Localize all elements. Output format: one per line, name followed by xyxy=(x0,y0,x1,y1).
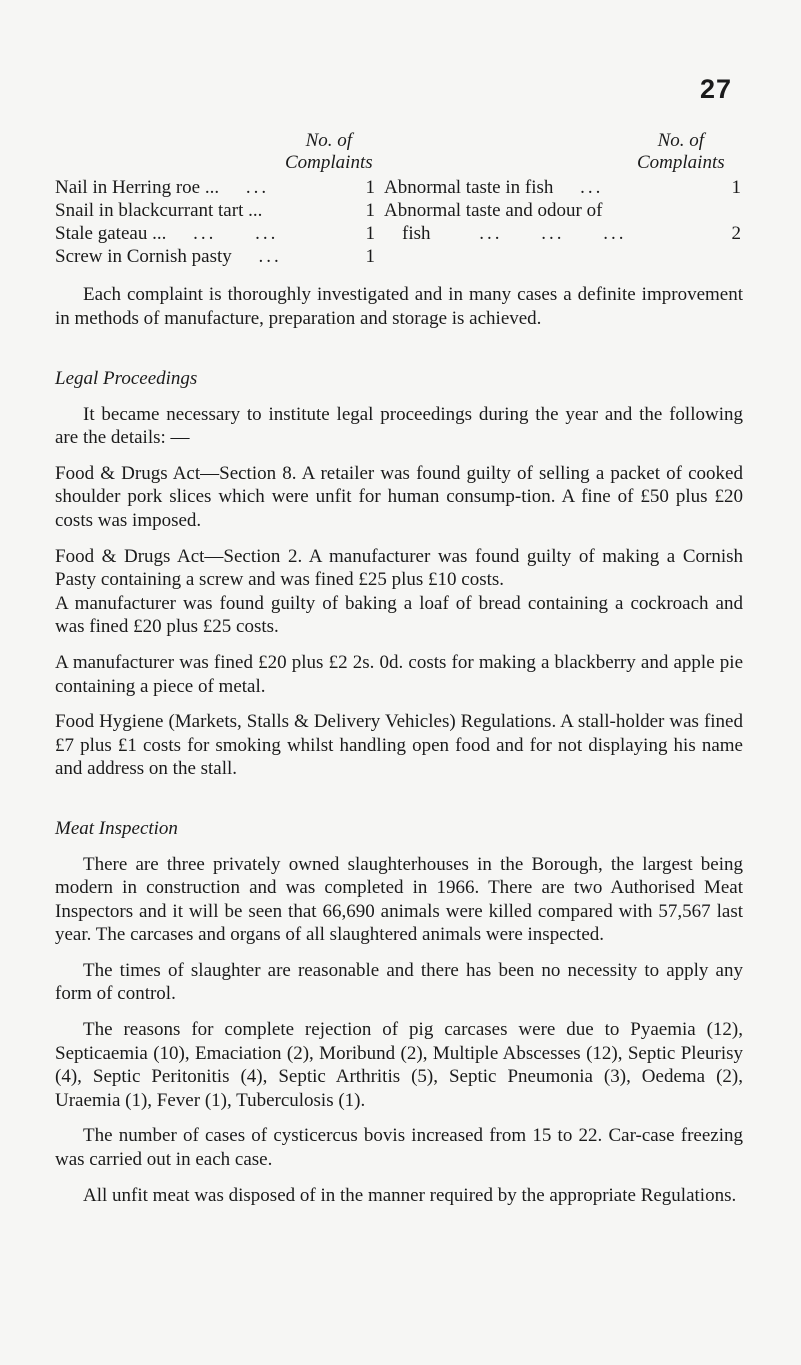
legal-paragraph: Food Hygiene (Markets, Stalls & Delivery Vehicles) Regulations. A stall-holder was fined £7 plus £1 costs for smoking whilst handling open food and for not displaying his name and address on the stall. xyxy=(55,711,743,780)
intro-section xyxy=(55,283,743,330)
meat-inspection-heading: Meat Inspection xyxy=(55,817,178,839)
table-row: Stale gateau ... ... ... xyxy=(55,223,279,244)
legal-proceedings-heading: Legal Proceedings xyxy=(55,368,198,389)
right-header-line-1: No. of xyxy=(657,130,705,151)
legal-paragraph: It became necessary to institute legal proceedings during the year and the following are the details: — xyxy=(55,403,743,449)
table-row: Nail in Herring roe ... ... xyxy=(55,177,270,198)
complaint-count: 2 xyxy=(731,223,741,244)
meat-paragraph: The reasons for complete rejection of pig carcases were due to Pyaemia (12), Septicaemia (10), Emaciation (2), Moribund (2), Multiple Abscesses (12), Septic Pleurisy (4), Septic Peritonitis (4), Septic Arthritis (5), Septic Pneumonia (3), Oedema (2), Uraemia (1), Fever (1), Tuberculosis (1). xyxy=(55,1019,743,1111)
right-header-line-2: Complaints xyxy=(637,152,725,173)
complaint-count: 1 xyxy=(365,223,375,244)
meat-paragraph: All unfit meat was disposed of in the manner required by the appropriate Regulations. xyxy=(83,1184,737,1206)
right-column-header xyxy=(637,130,725,174)
intro-paragraph: Each complaint is thoroughly investigated and in many cases a definite improvement in methods of manufacture, preparation and storage is achieved. xyxy=(55,284,743,329)
table-row: Abnormal taste in fish ... xyxy=(384,177,604,198)
complaint-count: 1 xyxy=(365,246,375,267)
main-content xyxy=(55,367,743,1207)
table-row: Snail in blackcurrant tart ... xyxy=(55,200,263,221)
complaint-count: 1 xyxy=(365,177,375,198)
complaint-count: 1 xyxy=(365,200,375,221)
complaint-count: 1 xyxy=(731,177,741,198)
page-number: 27 xyxy=(700,74,733,104)
table-row: Abnormal taste and odour of xyxy=(384,200,603,221)
legal-paragraph: A manufacturer was found guilty of baking a loaf of bread containing a cockroach and was fined £20 plus £25 costs. xyxy=(55,592,743,638)
table-row: fish ... ... ... xyxy=(402,223,627,244)
legal-paragraph: Food & Drugs Act—Section 2. A manufacturer was found guilty of making a Cornish Pasty containing a screw and was fined £25 plus £10 costs. xyxy=(55,545,743,591)
legal-paragraph: A manufacturer was fined £20 plus £2 2s. 0d. costs for making a blackberry and apple pie containing a piece of metal. xyxy=(55,651,743,697)
table-row: Screw in Cornish pasty ... xyxy=(55,246,282,267)
legal-paragraph: Food & Drugs Act—Section 8. A retailer was found guilty of selling a packet of cooked shoulder pork slices which were unfit for human consump-tion. A fine of £50 plus £20 costs was imposed. xyxy=(55,462,743,531)
left-header-line-1: No. of xyxy=(305,130,353,151)
meat-paragraph: There are three privately owned slaughterhouses in the Borough, the largest being modern in construction and was completed in 1966. There are two Authorised Meat Inspectors and it will be seen that 66,690 animals were killed compared with 57,567 last year. The carcases and organs of all slaughtered animals were inspected. xyxy=(55,853,743,946)
left-column-header xyxy=(285,130,373,174)
meat-paragraph: The times of slaughter are reasonable and there has been no necessity to apply any form of control. xyxy=(55,959,743,1005)
meat-paragraph: The number of cases of cysticercus bovis increased from 15 to 22. Car-case freezing was carried out in each case. xyxy=(55,1125,743,1171)
left-header-line-2: Complaints xyxy=(285,152,373,173)
